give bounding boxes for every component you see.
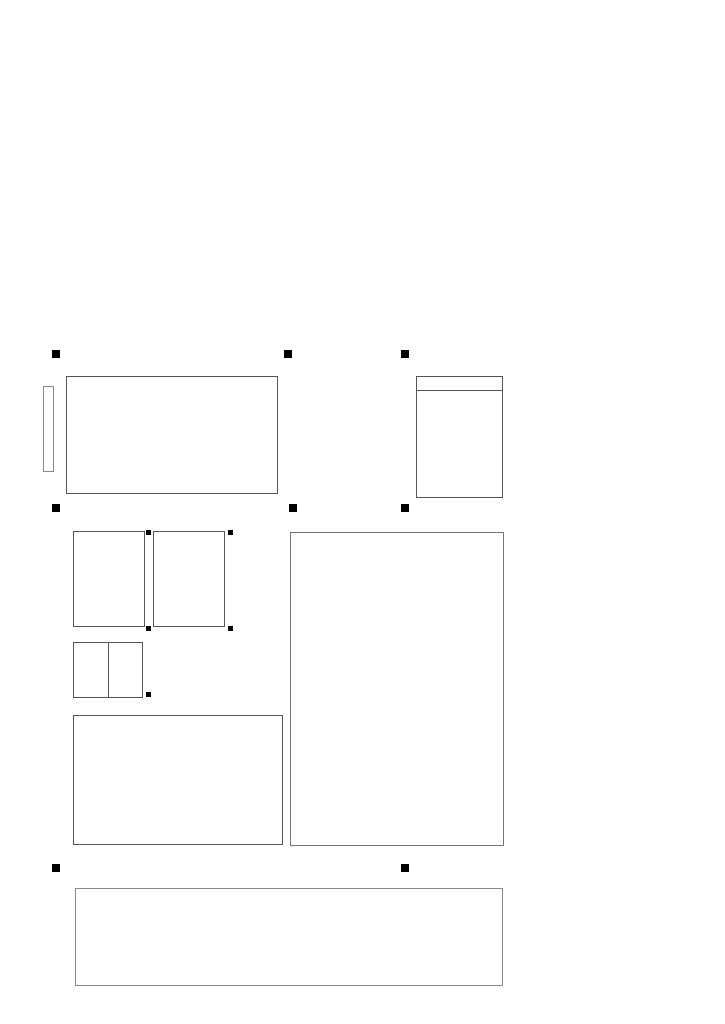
marker	[228, 530, 233, 535]
marker	[52, 504, 60, 512]
marker	[52, 350, 60, 358]
answer-sheet-image	[40, 326, 504, 986]
score-box	[416, 376, 503, 498]
marker	[146, 530, 151, 535]
marker	[401, 864, 409, 872]
info-side-box	[43, 386, 54, 472]
marker	[228, 626, 233, 631]
marker	[146, 626, 151, 631]
part1-box-b	[153, 531, 225, 627]
essay-box	[290, 532, 504, 846]
page-footer	[0, 996, 725, 1008]
part1-box-a	[73, 531, 145, 627]
part3-box	[73, 715, 283, 845]
marker	[289, 504, 297, 512]
marker	[401, 350, 409, 358]
bottom-essay-box	[75, 888, 503, 986]
marker	[52, 864, 60, 872]
info-box	[66, 376, 278, 494]
marker	[146, 692, 151, 697]
marker	[401, 504, 409, 512]
marker	[284, 350, 292, 358]
